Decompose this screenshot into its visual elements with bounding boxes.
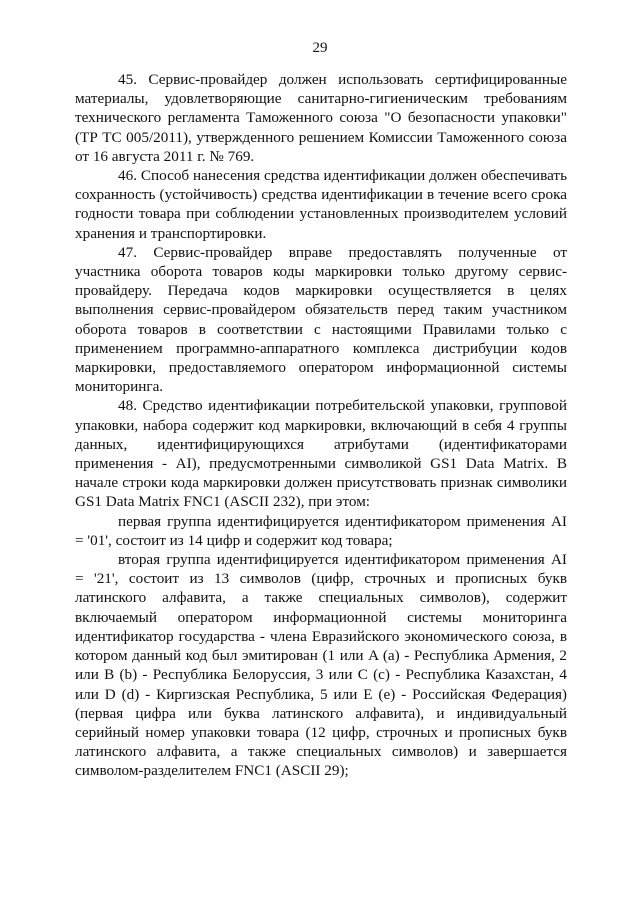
page-number: 29	[312, 40, 328, 56]
paragraph-second-group: вторая группа идентифицируется идентификатором применения AI = '21', состоит из 13 символов (цифр, строчных и прописных букв латинского алфавита, а также специальных символов), содержит включаемый оператором информационной системы мониторинга идентификатор государства - члена Евразийского экономического союза, в котором данный код был эмитирован (1 или A (a) - Республика Армения, 2 или B (b) - Республика Белоруссия, 3 или C (c) - Республика Казахстан, 4 или D (d) - Киргизская Республика, 5 или E (e) - Российская Федерация) (первая цифра или буква латинского алфавита), и индивидуальный серийный номер упаковки товара (12 цифр, строчных и прописных букв латинского алфавита, а также специальных символов) и завершается символом-разделителем FNC1 (ASCII 29);	[75, 551, 567, 780]
paragraph-46: 46. Способ нанесения средства идентификации должен обеспечивать сохранность (устойчивость) средства идентификации в течение всего срока годности товара при соблюдении установленных производителем условий хранения и транспортировки.	[75, 167, 567, 242]
paragraph-first-group: первая группа идентифицируется идентификатором применения AI = '01', состоит из 14 цифр и содержит код товара;	[75, 512, 567, 549]
document-body	[75, 70, 567, 781]
paragraph-47: 47. Сервис-провайдер вправе предоставлять полученные от участника оборота товаров коды маркировки только другому сервис-провайдеру. Передача кодов маркировки осуществляется в целях выполнения сервис-провайдером обязательств перед таким участником оборота товаров в соответствии с настоящими Правилами только с применением программно-аппаратного комплекса дистрибуции кодов маркировки, предоставляемого оператором информационной системы мониторинга.	[75, 243, 567, 396]
paragraph-48: 48. Средство идентификации потребительской упаковки, групповой упаковки, набора содержит код маркировки, включающий в себя 4 группы данных, идентифицирующихся атрибутами (идентификаторами применения - AI), предусмотренными символикой GS1 Data Matrix. В начале строки кода маркировки должен присутствовать признак символики GS1 Data Matrix FNC1 (ASCII 232), при этом:	[75, 397, 567, 511]
paragraph-45: 45. Сервис-провайдер должен использовать сертифицированные материалы, удовлетворяющие санитарно-гигиеническим требованиям технического регламента Таможенного союза "О безопасности упаковки" (ТР ТС 005/2011), утвержденного решением Комиссии Таможенного союза от 16 августа 2011 г. № 769.	[75, 71, 567, 165]
